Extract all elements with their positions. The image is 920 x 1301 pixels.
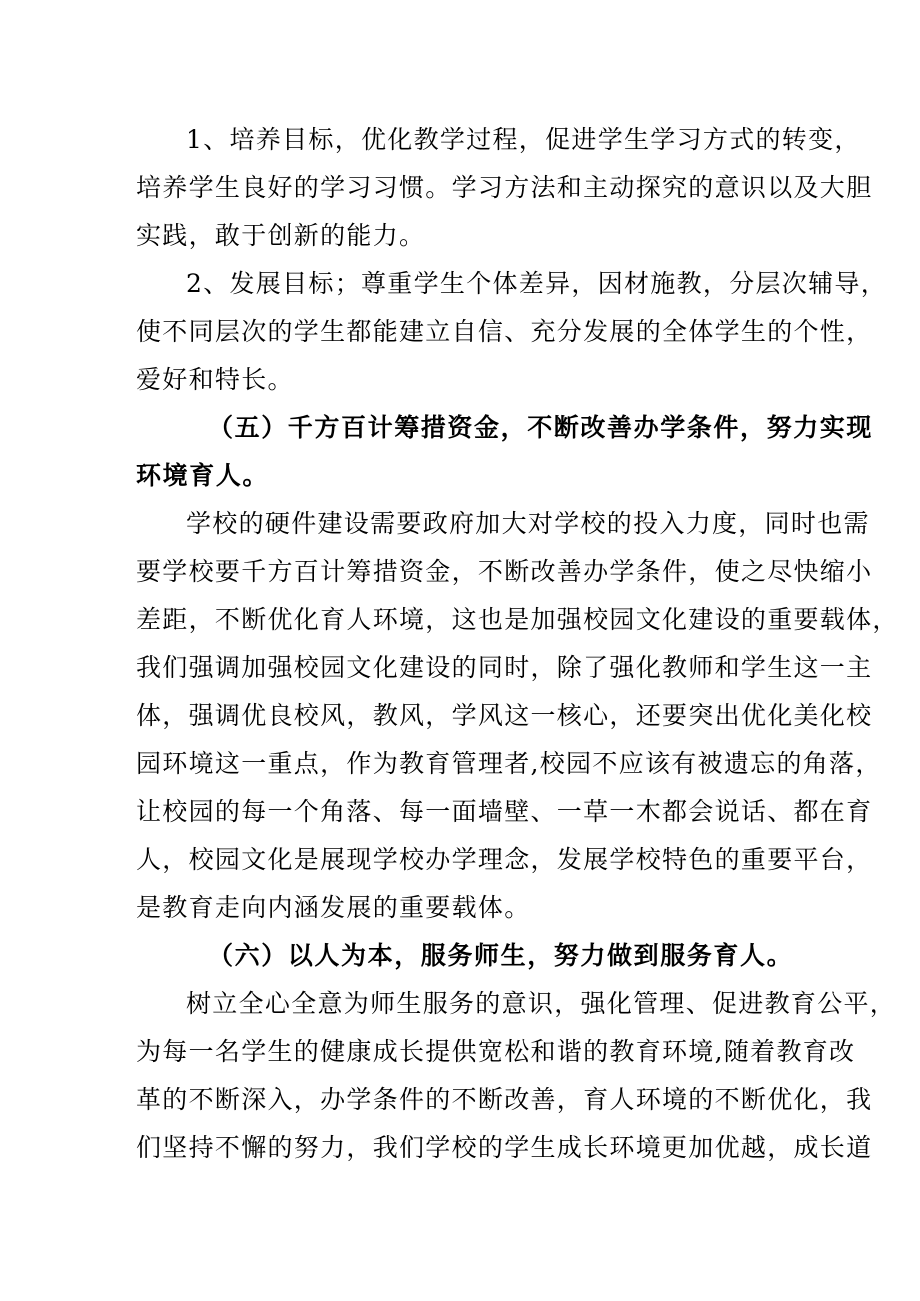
paragraph-line: 使不同层次的学生都能建立自信、充分发展的全体学生的个性， <box>136 317 873 346</box>
paragraph-line: 园环境这一重点，作为教育管理者,校园不应该有被遗忘的角落， <box>136 749 882 778</box>
paragraph-line: 实践，敢于创新的能力。 <box>136 221 426 250</box>
paragraph-line: 们坚持不懈的努力，我们学校的学生成长环境更加优越，成长道 <box>136 1133 873 1162</box>
section-heading: （五）千方百计筹措资金，不断改善办学条件，努力实现 <box>208 413 874 442</box>
paragraph-line: 培养学生良好的学习习惯。学习方法和主动探究的意识以及大胆 <box>136 173 873 202</box>
paragraph-line: 学校的硬件建设需要政府加大对学校的投入力度，同时也需 <box>186 509 870 538</box>
section-heading: 环境育人。 <box>136 461 270 490</box>
paragraph-line: 2、发展目标；尊重学生个体差异，因材施教，分层次辅导， <box>186 269 888 298</box>
paragraph-line: 体，强调优良校风，教风，学风这一核心，还要突出优化美化校 <box>136 701 873 730</box>
paragraph-line: 革的不断深入，办学条件的不断改善，育人环境的不断优化，我 <box>136 1085 873 1114</box>
paragraph-line: 1、培养目标，优化教学过程，促进学生学习方式的转变， <box>186 125 861 154</box>
paragraph-line: 树立全心全意为师生服务的意识，强化管理、促进教育公平， <box>186 989 897 1018</box>
paragraph-line: 让校园的每一个角落、每一面墙壁、一草一木都会说话、都在育 <box>136 797 873 826</box>
paragraph-line: 差距，不断优化育人环境，这也是加强校园文化建设的重要载体， <box>136 605 899 634</box>
section-heading: （六）以人为本，服务师生，努力做到服务育人。 <box>208 941 794 970</box>
paragraph-line: 爱好和特长。 <box>136 365 294 394</box>
paragraph-line: 我们强调加强校园文化建设的同时，除了强化教师和学生这一主 <box>136 653 873 682</box>
paragraph-line: 是教育走向内涵发展的重要载体。 <box>136 893 531 922</box>
paragraph-line: 人，校园文化是展现学校办学理念，发展学校特色的重要平台， <box>136 845 873 874</box>
paragraph-line: 为每一名学生的健康成长提供宽松和谐的教育环境,随着教育改 <box>136 1037 856 1066</box>
paragraph-line: 要学校要千方百计筹措资金，不断改善办学条件，使之尽快缩小 <box>136 557 873 586</box>
